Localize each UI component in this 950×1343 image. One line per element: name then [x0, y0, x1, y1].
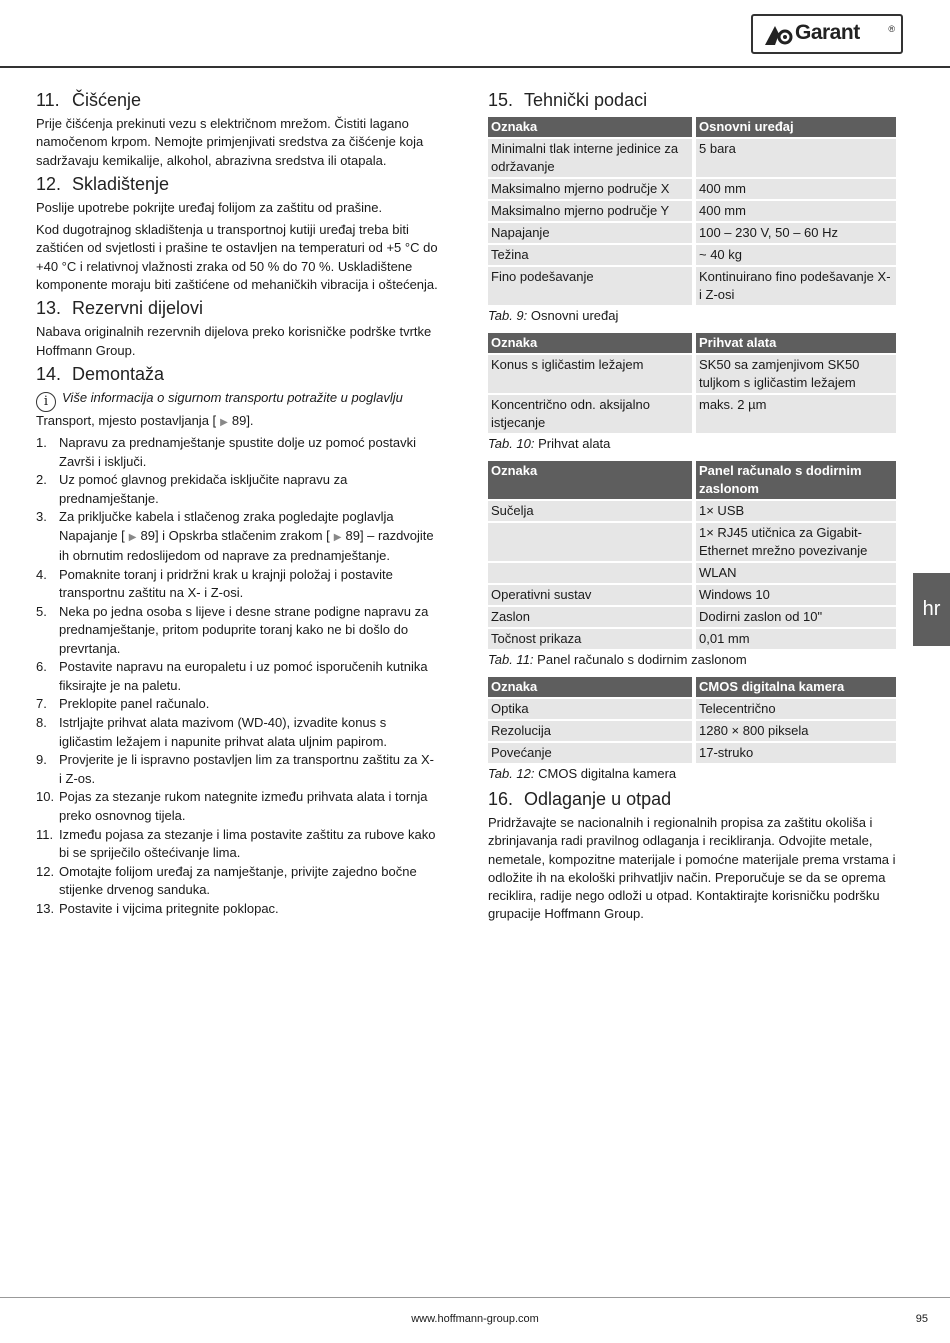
table-row: Optika Telecentrično: [488, 699, 896, 719]
storage-text-2: Kod dugotrajnog skladištenja u transportnoj kutiji uređaj treba biti zaštićen od svjetlosti i prašine te ostavljen na temperaturi od +5 °C do +40 °C i relativnoj vlažnosti zraka od 50 % do 70 %. Uskladištene komponente moraju biti zaštićene od mehaničkih vibracija i oštećenja.: [36, 222, 438, 293]
list-item: 13. Postavite i vijcima pritegnite poklopac.: [36, 900, 279, 916]
table-row: Minimalni tlak interne jedinice za održavanje 5 bara: [488, 139, 896, 177]
table-caption: Tab. 11: Panel računalo s dodirnim zaslonom: [488, 652, 747, 667]
table-row: Konus s igličastim ležajem SK50 sa zamjenjivom SK50 tuljkom s igličastim ležajem: [488, 355, 896, 393]
right-column: [488, 90, 896, 928]
table-row: Fino podešavanje Kontinuirano fino podešavanje X- i Z-osi: [488, 267, 896, 305]
list-item: 2. Uz pomoć glavnog prekidača isključite napravu za prednamještanje.: [36, 472, 348, 506]
table-tool-holder: [488, 331, 896, 435]
spare-parts-text: Nabava originalnih rezervnih dijelova preko korisničke podrške tvrtke Hoffmann Group.: [36, 324, 432, 358]
heading-spare-parts: 13. Rezervni dijelovi: [36, 298, 204, 319]
list-item: 3. Za priključke kabela i stlačenog zraka pogledajte poglavlja Napajanje [ ▶ 89] i Opskrba stlačenim zrakom [ ▶ 89] – razdvojite ih obrnutim redoslijedom od naprave za prednamještanje.: [36, 509, 434, 564]
table-caption: Tab. 12: CMOS digitalna kamera: [488, 766, 677, 781]
table-basic-device: [488, 115, 896, 307]
footer-rule: [0, 1297, 950, 1298]
table-row: Rezolucija 1280 × 800 piksela: [488, 721, 896, 741]
garant-logo-icon: [763, 24, 793, 46]
list-item: 5. Neka po jedna osoba s lijeve i desne strane podigne napravu za prednamještanje, pritom poduprite toranj kako ne bi došlo do prevrtanja.: [36, 603, 429, 656]
table-header-row: Oznaka Panel računalo s dodirnim zaslonom: [488, 461, 896, 499]
list-item: 11. Između pojasa za stezanje i lima postavite zaštitu za rubove kako bi se spriječilo oštećivanje lima.: [36, 826, 436, 860]
table-header-row: Oznaka CMOS digitalna kamera: [488, 677, 896, 697]
list-item: 6. Postavite napravu na europaletu i uz pomoć isporučenih kutnika fiksirajte je na paletu.: [36, 659, 428, 693]
table-caption: Tab. 10: Prihvat alata: [488, 436, 611, 451]
list-item: 9. Provjerite je li ispravno postavljen lim za transportnu zaštitu za X- i Z-os.: [36, 752, 434, 786]
table-caption: Tab. 9: Osnovni uređaj: [488, 308, 619, 323]
info-icon: i: [36, 392, 56, 412]
left-column: [36, 90, 440, 918]
page-ref-arrow-icon: ▶: [128, 531, 137, 543]
table-row: Napajanje 100 – 230 V, 50 – 60 Hz: [488, 223, 896, 243]
disposal-text: Pridržavajte se nacionalnih i regionalnih propisa za zaštitu okoliša i zbrinjavanja radi pravilnog odlaganja i recikliranja. Odvojite metale, nemetale, kompozitne materijale i pomoćne materijale prema vrstama i odložite ih na ekološki prihvatljiv način. Preporučuje se da se oprema reciklira, radije nego odloži u otpad. Kontaktirajte korisničku podršku grupacije Hoffmann Group.: [488, 815, 896, 922]
list-item: 12. Omotajte folijom uređaj za namještanje, privijte zajedno bočne stijenke drvenog sanduka.: [36, 863, 417, 897]
table-row: 1× RJ45 utičnica za Gigabit-Ethernet mrežno povezivanje: [488, 523, 896, 561]
storage-text-1: Poslije upotrebe pokrijte uređaj folijom za zaštitu od prašine.: [36, 199, 383, 215]
header-rule: [0, 66, 950, 68]
language-tab: hr: [913, 573, 950, 646]
info-note: [36, 389, 440, 432]
list-item: 1. Napravu za prednamještanje spustite dolje uz pomoć postavki Završi i isključi.: [36, 435, 416, 469]
heading-disassembly: 14. Demontaža: [36, 363, 165, 384]
list-item: 7. Preklopite panel računalo.: [36, 696, 210, 712]
registered-mark: ®: [888, 24, 895, 34]
list-item: 8. Istrljajte prihvat alata mazivom (WD-40), izvadite konus s igličastim ležajem i napunite prihvat alata uljnim papirom.: [36, 715, 388, 749]
table-row: Maksimalno mjerno područje Y 400 mm: [488, 201, 896, 221]
page-number: 95: [915, 1313, 928, 1325]
table-header-row: Oznaka Osnovni uređaj: [488, 117, 896, 137]
heading-storage: 12. Skladištenje: [36, 173, 170, 194]
table-row: Zaslon Dodirni zaslon od 10": [488, 607, 896, 627]
list-item: 10. Pojas za stezanje rukom nategnite između prihvata alata i tornja preko osnovnog tijela.: [36, 789, 428, 823]
brand-name: Garant: [795, 21, 860, 44]
list-item: 4. Pomaknite toranj i pridržni krak u krajnji položaj i postavite transportnu zaštitu na X- i Z-osi.: [36, 566, 393, 601]
heading-cleaning: 11. Čišćenje: [36, 90, 142, 110]
footer-url[interactable]: www.hoffmann-group.com: [411, 1313, 539, 1325]
disassembly-steps: [36, 434, 440, 918]
table-cmos-camera: [488, 675, 896, 765]
info-note-page[interactable]: 89].: [231, 412, 254, 428]
heading-technical-data: 15. Tehnički podaci: [488, 90, 648, 110]
table-header-row: Oznaka Prihvat alata: [488, 333, 896, 353]
table-row: Težina ~ 40 kg: [488, 245, 896, 265]
page-ref-arrow-icon: ▶: [333, 531, 342, 543]
page-ref-arrow-icon: ▶: [220, 416, 228, 428]
cleaning-text: Prije čišćenja prekinuti vezu s električnom mrežom. Čistiti lagano namočenom krpom. Nemojte primjenjivati sredstva za čišćenje koja sadržavaju kemikalije, alkohol, abrazivna sredstva ili otapala.: [36, 116, 424, 168]
table-row: Sučelja 1× USB: [488, 501, 896, 521]
info-note-text: Više informacija o sigurnom transportu potražite u poglavlju: [62, 389, 403, 405]
table-row: Operativni sustav Windows 10: [488, 585, 896, 605]
table-row: Točnost prikaza 0,01 mm: [488, 629, 896, 649]
table-row: Maksimalno mjerno područje X 400 mm: [488, 179, 896, 199]
table-panel-pc: [488, 459, 896, 651]
heading-disposal: 16. Odlaganje u otpad: [488, 789, 672, 809]
table-row: WLAN: [488, 563, 896, 583]
garant-logo: [751, 14, 903, 54]
info-note-ref[interactable]: Transport, mjesto postavljanja [: [36, 412, 217, 428]
table-row: Koncentrično odn. aksijalno istjecanje maks. 2 µm: [488, 395, 896, 433]
table-row: Povećanje 17-struko: [488, 743, 896, 763]
